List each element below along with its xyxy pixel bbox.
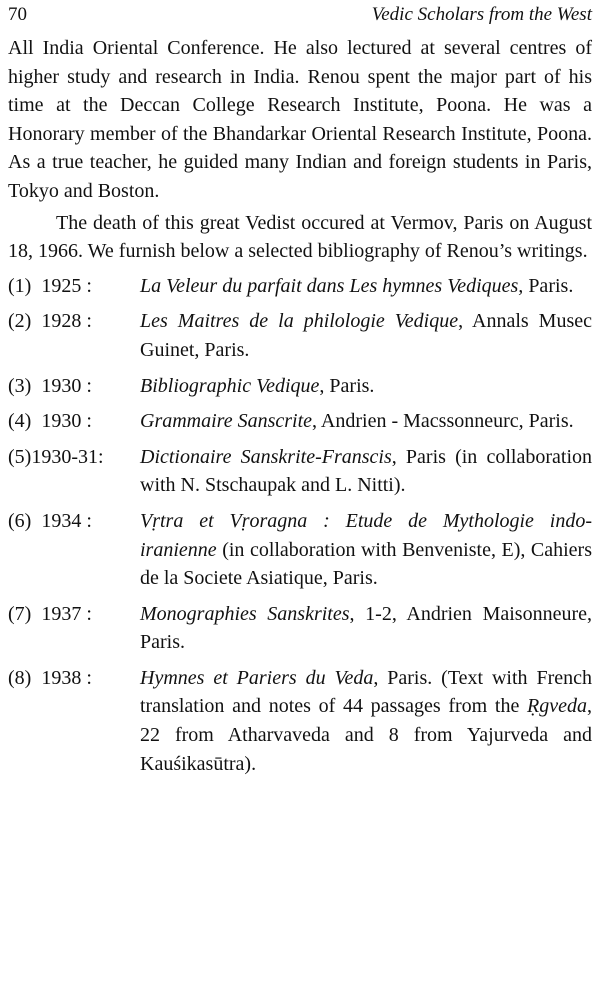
entry-title: Vṛtra et Vṛoragna : Etude de Mythologie indo-iranienne <box>140 509 592 561</box>
page-number: 70 <box>8 4 27 25</box>
bibliography-entry <box>8 307 592 364</box>
entry-details: Paris. <box>523 274 574 297</box>
entry-title-secondary: Ṛgveda <box>527 695 587 718</box>
entry-details: , Annals Musec Guinet, Paris. <box>140 310 592 361</box>
body-text <box>8 34 592 785</box>
entry-label: (1) 1925 : <box>8 274 92 297</box>
bibliography-entry <box>8 407 592 436</box>
paragraph-death-notice: The death of this great Vedist occured at Vermov, Paris on August 18, 1966. We furnish below a selected bibliography of Renou’s writings. <box>8 211 592 263</box>
entry-title: Les Maitres de la philologie Vedique <box>140 310 459 333</box>
bibliography-entry <box>8 600 592 657</box>
entry-details: , Paris (in collaboration with N. Stschaupak and L. Nitti). <box>140 445 592 497</box>
entry-label: (3) 1930 : <box>8 374 92 397</box>
entry-details: (in collaboration with Benveniste, E), Cahiers de la Societe Asiatique, Paris. <box>140 538 592 590</box>
entry-label: (4) 1930 : <box>8 410 92 433</box>
entry-details: , Paris. (Text with French translation and notes of 44 passages from the <box>140 666 592 718</box>
running-head: Vedic Scholars from the West <box>371 4 592 25</box>
page-header <box>8 2 592 28</box>
entry-title: Monographies Sanskrites <box>140 602 350 625</box>
entry-title: Bibliographic Vedique <box>140 374 320 397</box>
entry-title: Dictionaire Sanskrite-Franscis <box>140 445 392 468</box>
bibliography-entry <box>8 507 592 593</box>
entry-label: (5)1930-31: <box>8 445 104 468</box>
bibliography-entry <box>8 664 592 778</box>
entry-details: , 1-2, Andrien Maisonneure, Paris. <box>140 602 592 654</box>
bibliography-list <box>8 272 592 779</box>
paragraph-intro: All India Oriental Conference. He also lectured at several centres of higher study and research in India. Renou spent the major part of his time at the Deccan College Research Institute, Poona. He was a Honorary member of the Bhandarkar Oriental Research Institute, Poona. As a true teacher, he guided many Indian and foreign students in Paris, Tokyo and Boston. <box>8 37 592 202</box>
bibliography-entry <box>8 443 592 500</box>
entry-title: La Veleur du parfait dans Les hymnes Vediques, <box>140 274 524 297</box>
entry-label: (8) 1938 : <box>8 666 92 689</box>
entry-label: (2) 1928 : <box>8 310 92 333</box>
entry-title: Grammaire Sanscrite <box>140 410 313 433</box>
entry-label: (6) 1934 : <box>8 509 92 532</box>
entry-details-secondary: , 22 from Atharvaveda and 8 from Yajurveda and Kauśikasūtra). <box>140 695 592 775</box>
bibliography-entry <box>8 272 592 301</box>
entry-label: (7) 1937 : <box>8 602 92 625</box>
bibliography-entry <box>8 372 592 401</box>
entry-details: , Andrien - Macssonneurc, Paris. <box>312 410 574 433</box>
entry-details: , Paris. <box>319 374 375 397</box>
entry-title: Hymnes et Pariers du Veda <box>140 666 374 689</box>
